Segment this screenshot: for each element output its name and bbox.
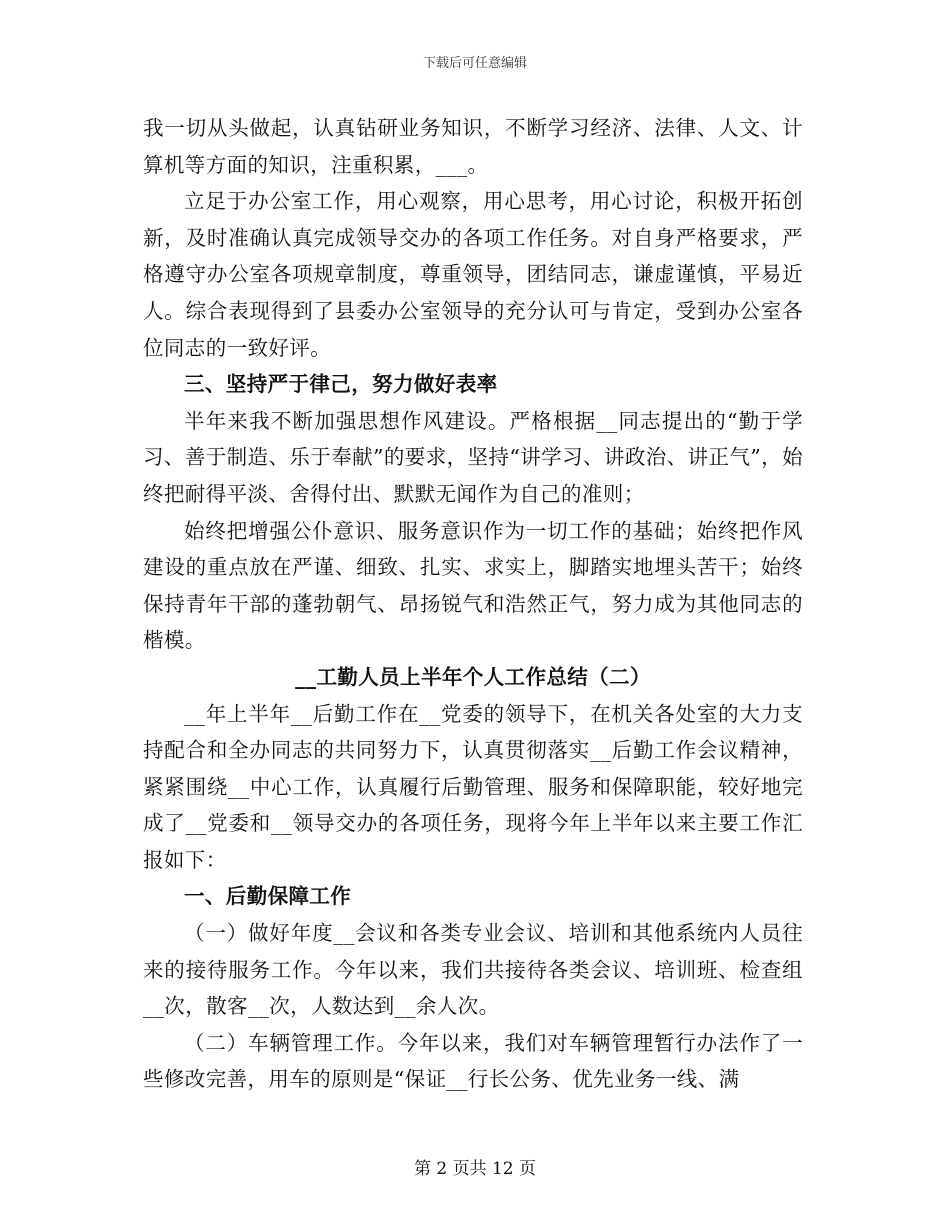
- paragraph-service-awareness: 始终把增强公仆意识、服务意识作为一切工作的基础；始终把作风建设的重点放在严谨、细致、扎实、求实上，脚踏实地埋头苦干；始终保持青年干部的蓬勃朝气、昂扬锐气和浩然正气，努力成为其他同志的楷模。: [143, 518, 803, 653]
- section-heading-self-discipline: 三、坚持严于律己，努力做好表率: [184, 372, 498, 397]
- paragraph-office-work: 立足于办公室工作，用心观察，用心思考，用心讨论，积极开拓创新，及时准确认真完成领导交办的各项工作任务。对自身严格要求，严格遵守办公室各项规章制度，尊重领导，团结同志，谦虚谨慎，平易近人。综合表现得到了县委办公室领导的充分认可与肯定，受到办公室各位同志的一致好评。: [143, 189, 803, 360]
- paragraph-intro-logistics: __年上半年__后勤工作在__党委的领导下，在机关各处室的大力支持配合和全办同志的共同努力下，认真贯彻落实__后勤工作会议精神，紧紧围绕__中心工作，认真履行后勤管理、服务和保障职能，较好地完成了__党委和__领导交办的各项任务，现将今年上半年以来主要工作汇报如下：: [143, 701, 803, 872]
- paragraph-vehicle-management: （二）车辆管理工作。今年以来，我们对车辆管理暂行办法作了一些修改完善，用车的原则是“保证__行长公务、优先业务一线、满: [143, 1030, 803, 1092]
- paragraph-reception-service: （一）做好年度__会议和各类专业会议、培训和其他系统内人员往来的接待服务工作。今年以来，我们共接待各类会议、培训班、检查组__次，散客__次，人数达到__余人次。: [143, 921, 803, 1019]
- paragraph-style-building: 半年来我不断加强思想作风建设。严格根据__同志提出的“勤于学习、善于制造、乐于奉献”的要求，坚持“讲学习、讲政治、讲正气”，始终把耐得平淡、舍得付出、默默无闻作为自己的准则；: [143, 408, 803, 506]
- section-heading-logistics-support: 一、后勤保障工作: [184, 884, 352, 909]
- page-number-footer: 第 2 页共 12 页: [413, 1159, 537, 1179]
- document-body: [143, 110, 803, 1098]
- paragraph-continuation: 我一切从头做起，认真钻研业务知识，不断学习经济、法律、人文、计算机等方面的知识，注重积累，___。: [143, 116, 803, 177]
- document-title-part-two: __工勤人员上半年个人工作总结（二）: [295, 664, 651, 689]
- page-header: 下载后可任意编辑: [422, 56, 527, 71]
